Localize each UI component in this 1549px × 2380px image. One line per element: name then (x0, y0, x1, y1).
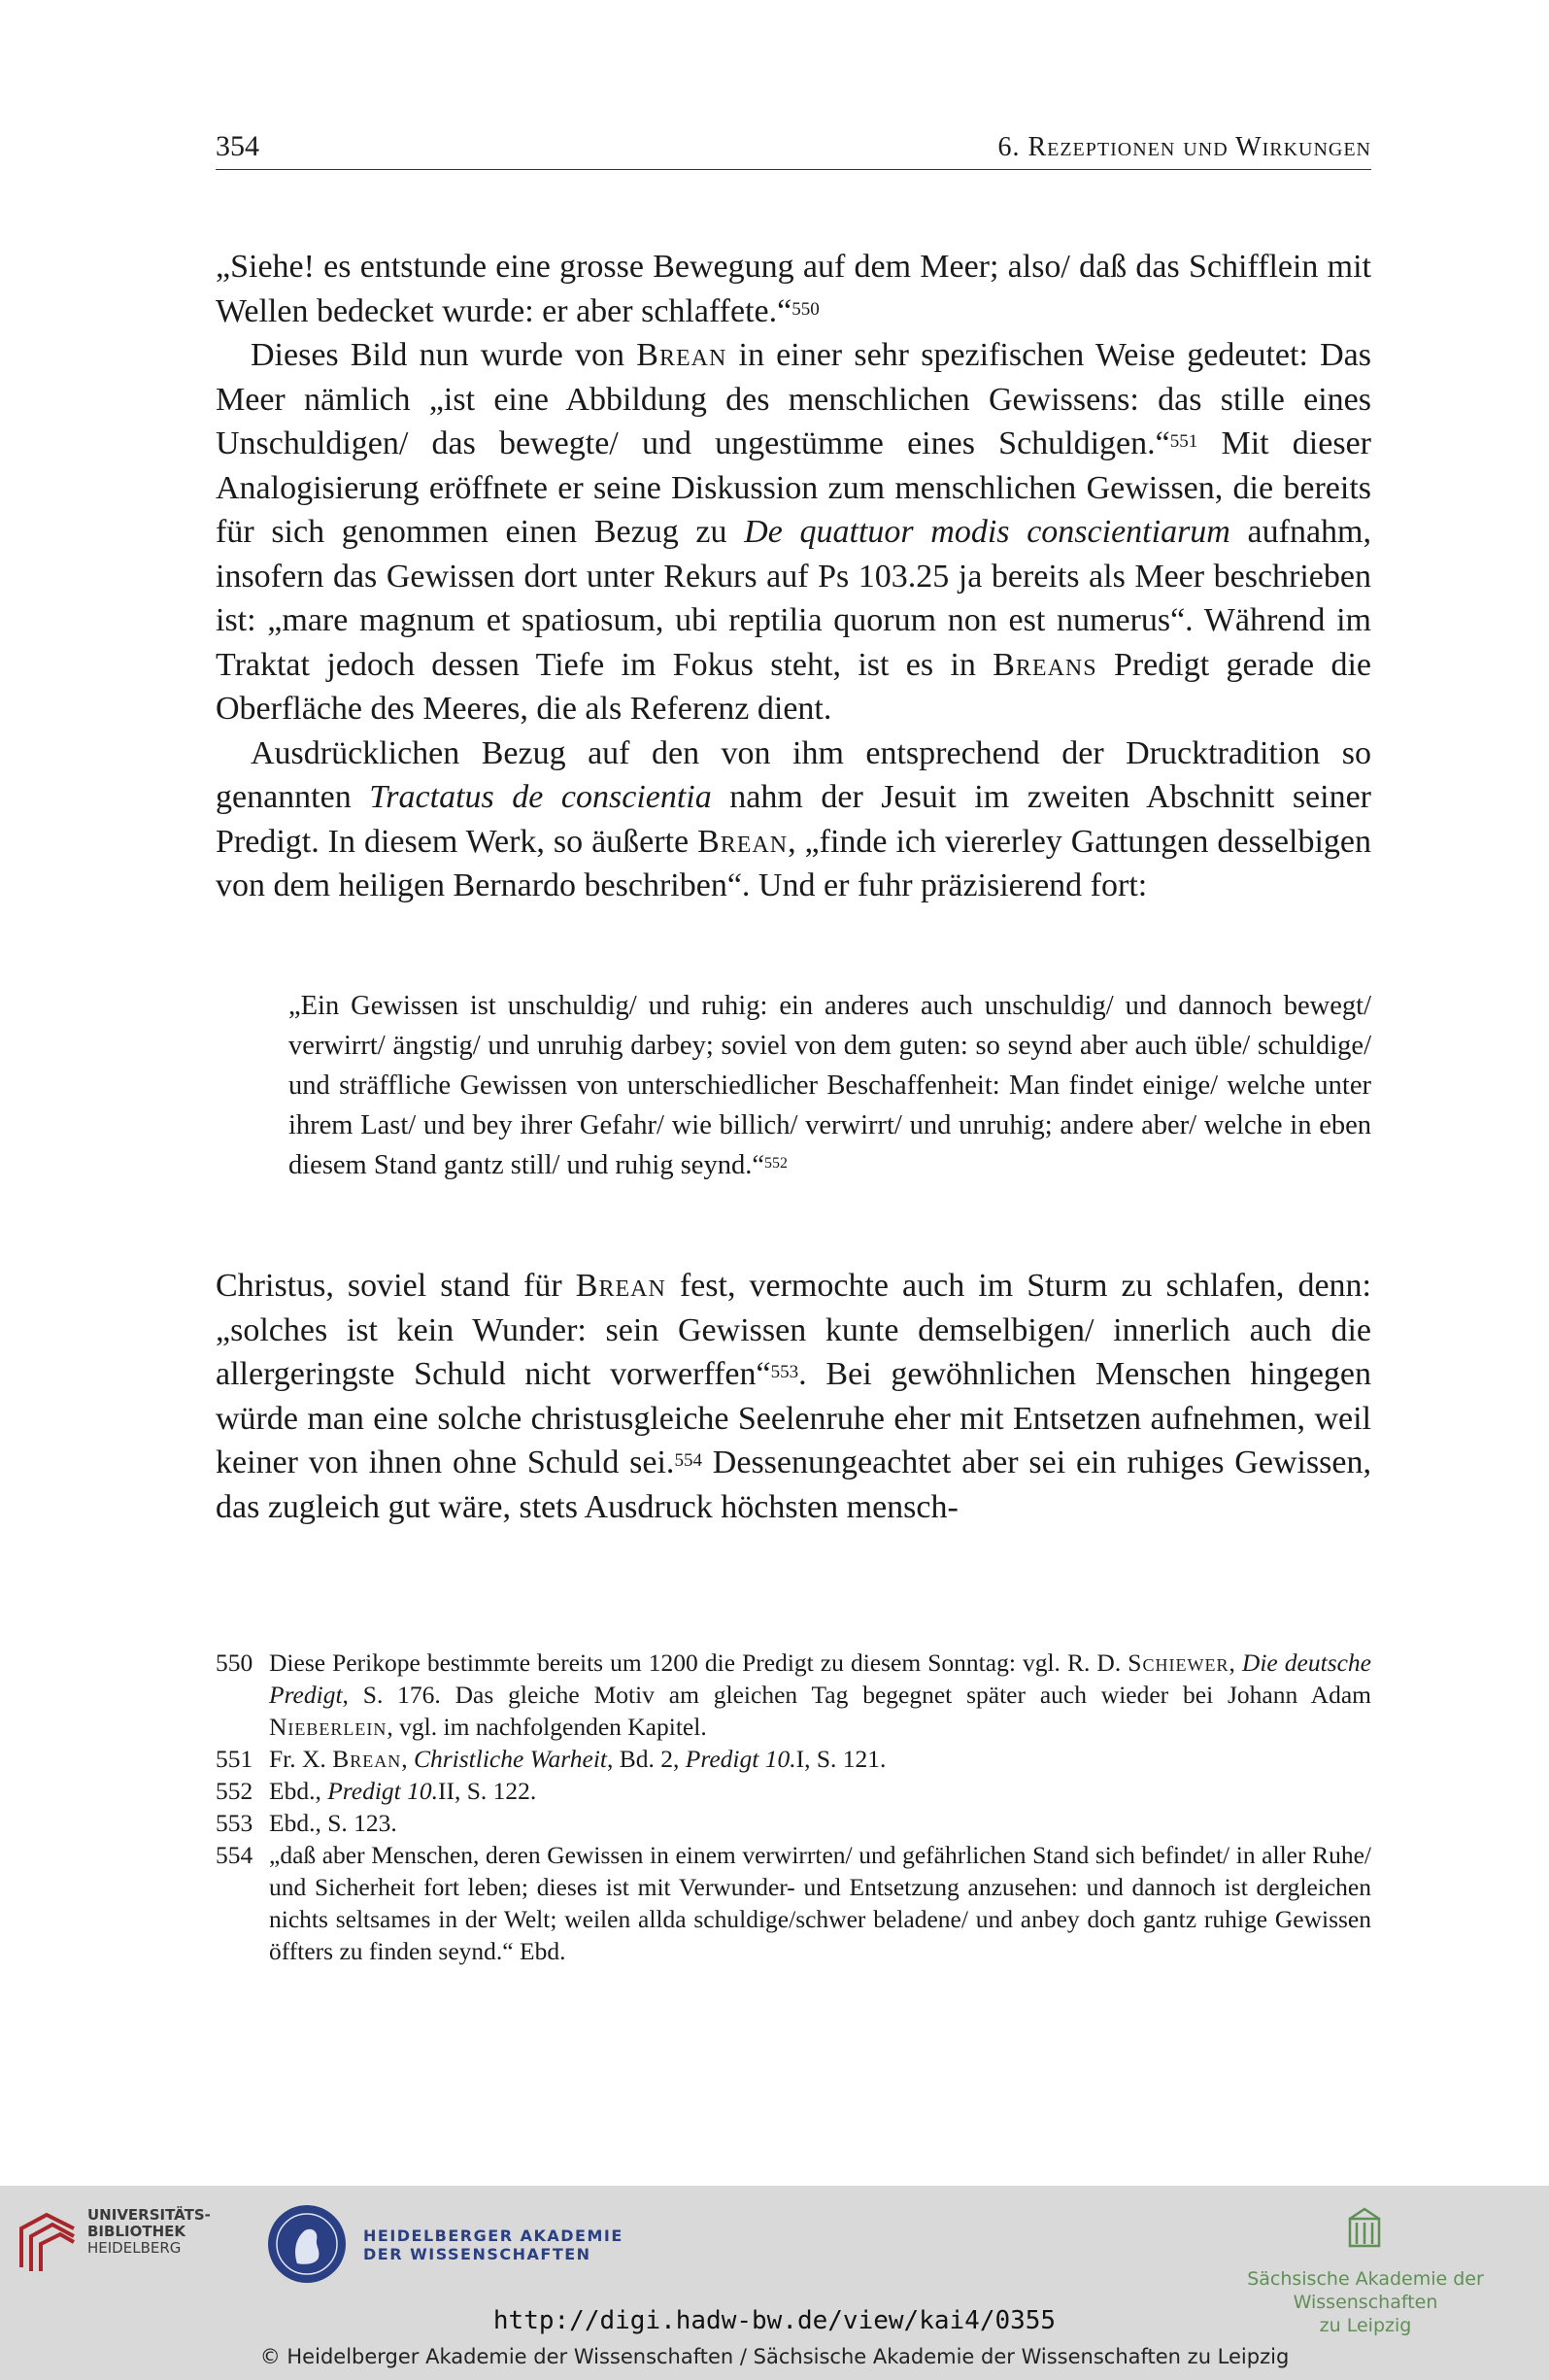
footnote-550 (216, 1647, 1371, 1743)
fn550-text-b: , (1229, 1649, 1242, 1677)
p4-text-d: Dessenungeachtet aber sei ein ruhiges Gewissen, das zugleich gut wäre, stets Ausdruck höchsten mensch- (216, 1445, 1371, 1525)
footnote-number: 553 (216, 1809, 253, 1837)
saw-line-1: Sächsische Akademie der Wissenschaften (1247, 2268, 1484, 2313)
viewer-footer (0, 2186, 1549, 2380)
quote-text: „Ein Gewissen ist unschuldig/ und ruhig: ein anderes auch unschuldig/ und dannoch bewegt/ verwirrt/ ängstig/ und unruhig darbey; soviel von dem guten: so seynd aber auch üble/ schuldige/ und sträffliche Gewissen von unterschiedlicher Beschaffenheit: Man findet einige/ welche unter ihrem Last/ und bey ihrer Gefahr/ wie billich/ verwirrt/ und unruhig; andere aber/ welche in eben diesem Stand gantz still/ und ruhig seynd.“ (288, 991, 1371, 1180)
work-title: Christliche Warheit (413, 1745, 608, 1773)
paragraph-1-text: „Siehe! es entstunde eine grosse Bewegung auf dem Meer; also/ daß das Schifflein mit Wellen bedecket wurde: er aber schlaffete.“ (216, 249, 1371, 329)
hawk-label (363, 2227, 623, 2263)
footnote-number: 554 (216, 1841, 253, 1869)
p2-text-d: aufnahm, insofern das Gewissen dort unter Rekurs auf Ps 103.25 ja bereits als Meer beschrieben ist: „mare magnum et spatiosum, ubi reptilia quorum non est numerus“. Während im Traktat jedoch dessen Tiefe im Fokus steht, ist es in (216, 514, 1371, 683)
p3-text-a: Ausdrücklichen Bezug auf den von ihm entsprechend der Drucktradition so genannten (216, 734, 1371, 815)
page-number: 354 (216, 130, 259, 162)
saw-line-2: zu Leipzig (1319, 2315, 1412, 2336)
work-title: Die deutsche Predigt (269, 1649, 1371, 1709)
saw-leipzig-logo-icon[interactable] (1348, 2207, 1381, 2248)
hawk-line-1: HEIDELBERGER AKADEMIE (363, 2227, 623, 2245)
footnote-number: 552 (216, 1777, 253, 1805)
paragraph-4 (216, 1264, 1371, 1529)
p2-text-a: Dieses Bild nun wurde von (251, 337, 637, 373)
paragraph-3 (216, 731, 1371, 908)
ub-heidelberg-logo-icon[interactable] (17, 2211, 78, 2275)
author-name-brean: Brean (636, 337, 727, 373)
fn553-text: Ebd., S. 123. (269, 1809, 397, 1837)
ub-heidelberg-label (87, 2207, 211, 2257)
hawk-line-2: DER WISSENSCHAFTEN (363, 2245, 591, 2263)
fn554-text: „daß aber Menschen, deren Gewissen in einem verwirrten/ und gefährlichen Stand sich befindet/ in aller Ruhe/ und Sicherheit fort leben; dieses ist mit Verwunder- und Entsetzung anzusehen: und dannoch ist dergleichen nichts seltsames in der Welt; weilen allda schuldige/schwer beladene/ und anbey doch gantz ruhige Gewissen öffters zu finden seynd.“ Ebd. (269, 1841, 1371, 1965)
page-header (216, 130, 1371, 170)
author-name-breans: Breans (993, 646, 1097, 683)
p4-text-c: . Bei gewöhnlichen Menschen hingegen würde man eine solche christusgleiche Seelenruhe eher mit Entsetzen aufnehmen, weil keiner von ihnen ohne Schuld sei. (216, 1356, 1372, 1480)
ub-line-1: UNIVERSITÄTS- (87, 2206, 211, 2224)
author-name-brean: Brean (697, 823, 789, 860)
footnote-554 (216, 1839, 1371, 1967)
footnote-ref-550[interactable]: 550 (791, 298, 820, 320)
p3-text-b: nahm der Jesuit im zweiten Abschnitt seiner Predigt. In diesem Werk, so äußerte (216, 779, 1372, 860)
work-title: Predigt 10. (685, 1745, 796, 1773)
footnote-number: 551 (216, 1745, 253, 1773)
footnote-ref-552[interactable]: 552 (763, 1155, 788, 1173)
p2-text-e: Predigt gerade die Oberfläche des Meeres, die als Referenz dient. (216, 646, 1371, 727)
footnote-553 (216, 1807, 1371, 1839)
permalink-url[interactable]: http://digi.hadw-bw.de/view/kai4/0355 (492, 2306, 1057, 2335)
footnote-ref-551[interactable]: 551 (1169, 431, 1198, 453)
ub-line-3: HEIDELBERG (87, 2239, 182, 2257)
p3-text-c: , „finde ich viererley Gattungen desselbigen von dem heiligen Bernardo beschriben“. Und er fuhr präzisierend fort: (216, 823, 1371, 903)
fn552-text-b: II, S. 122. (438, 1777, 537, 1805)
p2-text-c: Mit dieser Analogisierung eröffnete er seine Diskussion zum menschlichen Gewissen, die bereits für sich genommen einen Bezug zu (216, 425, 1371, 550)
author-name-brean: Brean (575, 1268, 666, 1304)
paragraph-2 (216, 333, 1371, 731)
footnote-552 (216, 1775, 1371, 1807)
main-text-top (216, 245, 1371, 908)
running-head: 6. Rezeptionen und Wirkungen (997, 132, 1371, 162)
author-name-brean: Brean (332, 1745, 402, 1773)
footnote-ref-553[interactable]: 553 (770, 1362, 799, 1383)
footnote-number: 550 (216, 1649, 253, 1677)
fn550-text-d: , vgl. im nachfolgenden Kapitel. (387, 1713, 707, 1741)
p4-text-a: Christus, soviel stand für (216, 1268, 576, 1304)
paragraph-1 (216, 245, 1371, 333)
author-name-schiewer: Schiewer (1128, 1649, 1229, 1677)
fn551-text-b: , (401, 1745, 414, 1773)
fn551-text-d: I, S. 121. (795, 1745, 887, 1773)
author-name-nieberlein: Nieberlein (269, 1713, 387, 1741)
work-title: Tractatus de conscientia (369, 779, 712, 815)
ub-line-2: BIBLIOTHEK (87, 2223, 185, 2240)
footnote-ref-554[interactable]: 554 (674, 1450, 702, 1472)
hawk-seal-icon[interactable] (268, 2205, 346, 2283)
work-title: Predigt 10. (327, 1777, 438, 1805)
copyright-notice: © Heidelberger Akademie der Wissenschaften / Sächsische Akademie der Wissenschaften zu Leipzig (259, 2345, 1290, 2368)
fn552-text-a: Ebd., (269, 1777, 328, 1805)
block-quote (288, 986, 1371, 1185)
fn551-text-c: , Bd. 2, (607, 1745, 686, 1773)
footnotes (216, 1647, 1371, 1967)
fn551-text-a: Fr. X. (269, 1745, 333, 1773)
fn550-text-a: Diese Perikope bestimmte bereits um 1200 die Predigt zu diesem Sonntag: vgl. R. D. (269, 1649, 1128, 1677)
p2-text-b: in einer sehr spezifischen Weise gedeutet: Das Meer nämlich „ist eine Abbildung des menschlichen Gewissens: das stille eines Unschuldigen/ das bewegte/ und ungestümme eines Schuldigen.“ (216, 337, 1372, 461)
footnote-551 (216, 1743, 1371, 1775)
main-text-bottom (216, 1264, 1371, 1529)
work-title: De quattuor modis conscientiarum (744, 514, 1230, 550)
p4-text-b: fest, vermochte auch im Sturm zu schlafen, denn: „solches ist kein Wunder: sein Gewissen kunte demselbigen/ innerlich auch die allergeringste Schuld nicht vorwerffen“ (216, 1268, 1371, 1392)
fn550-text-c: , S. 176. Das gleiche Motiv am gleichen Tag begegnet später auch wieder bei Johann Adam (342, 1681, 1371, 1709)
